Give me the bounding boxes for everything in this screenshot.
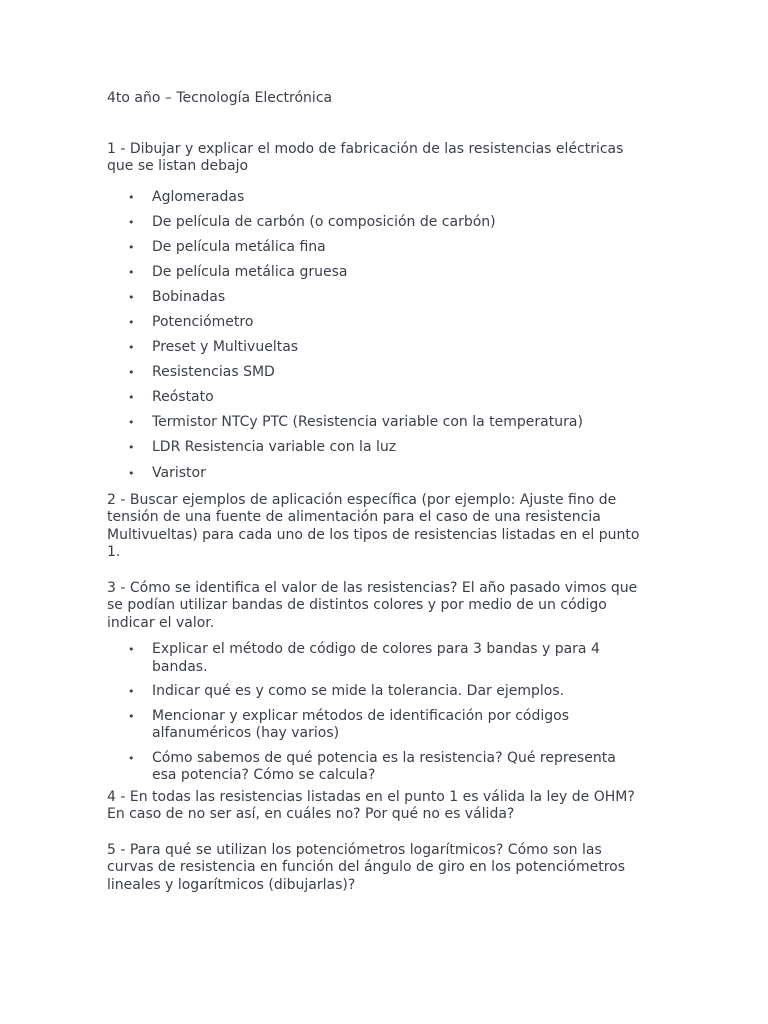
question-5-line-3: lineales y logarítmicos (dibujarlas)?	[107, 876, 356, 893]
document-content	[107, 90, 667, 912]
list-item-label: Indicar qué es y como se mide la tolerancia. Dar ejemplos.	[152, 683, 565, 700]
question-5	[107, 842, 667, 895]
question-2-line-2: tensión de una fuente de alimentación para el caso de una resistencia	[107, 509, 601, 526]
list-item	[107, 310, 667, 335]
list-item-label: Varistor	[152, 464, 206, 481]
list-item	[107, 410, 667, 435]
list-item-label: Aglomeradas	[152, 188, 245, 205]
bullet-icon: •	[128, 416, 135, 430]
list-item	[107, 750, 667, 785]
bullet-icon: •	[128, 685, 135, 699]
list-item	[107, 285, 667, 310]
question-3-line-3: indicar el valor.	[107, 614, 215, 631]
list-item	[107, 461, 667, 486]
bullet-icon: •	[128, 215, 135, 229]
bullet-icon: •	[128, 315, 135, 329]
list-item	[107, 210, 667, 235]
bullet-icon: •	[128, 366, 135, 380]
list-item-label: Potenciómetro	[152, 313, 254, 330]
list-item-label: Termistor NTCy PTC (Resistencia variable con la temperatura)	[152, 414, 583, 431]
list-item	[107, 260, 667, 285]
list-item	[107, 360, 667, 385]
page-title: 4to año – Tecnología Electrónica	[107, 90, 333, 106]
list-item	[107, 641, 667, 676]
question-1-line-2: que se listan debajo	[107, 158, 249, 174]
list-item	[107, 708, 667, 743]
bullet-icon: •	[128, 391, 135, 405]
list-item	[107, 683, 667, 701]
list-item-label: De película metálica fina	[152, 238, 326, 255]
identification-tasks-list	[107, 641, 667, 785]
bullet-icon: •	[128, 341, 135, 355]
resistor-types-list	[107, 185, 667, 486]
question-4	[107, 789, 667, 824]
list-item	[107, 335, 667, 360]
question-4-line-1: 4 - En todas las resistencias listadas en el punto 1 es válida la ley de OHM?	[107, 788, 635, 805]
question-2-line-1: 2 - Buscar ejemplos de aplicación específica (por ejemplo: Ajuste fino de	[107, 491, 617, 508]
list-item-label: De película de carbón (o composición de carbón)	[152, 213, 496, 230]
question-1-line-1: 1 - Dibujar y explicar el modo de fabricación de las resistencias eléctricas	[107, 140, 624, 157]
list-item	[107, 235, 667, 260]
list-item-label: Mencionar y explicar métodos de identificación por códigos	[152, 707, 570, 724]
bullet-icon: •	[128, 290, 135, 304]
list-item-label: Resistencias SMD	[152, 364, 275, 381]
bullet-icon: •	[128, 441, 135, 455]
bullet-icon: •	[128, 466, 135, 480]
bullet-icon: •	[128, 643, 135, 657]
bullet-icon: •	[128, 240, 135, 254]
question-2-line-4: 1.	[107, 544, 121, 561]
list-item-label: Cómo sabemos de qué potencia es la resistencia? Qué representa	[152, 749, 616, 766]
bullet-icon: •	[128, 751, 135, 765]
bullet-icon: •	[128, 709, 135, 723]
list-item	[107, 435, 667, 460]
list-item-label: Preset y Multivueltas	[152, 339, 299, 356]
list-item-label-cont: esa potencia? Cómo se calcula?	[152, 767, 376, 784]
list-item-label: Bobinadas	[152, 288, 226, 305]
list-item-label: LDR Resistencia variable con la luz	[152, 439, 397, 456]
question-2	[107, 492, 667, 562]
question-2-line-3: Multivueltas) para cada uno de los tipos de resistencias listadas en el punto	[107, 526, 640, 543]
list-item-label-cont: bandas.	[152, 658, 208, 675]
question-4-line-2: En caso de no ser así, en cuáles no? Por qué no es válida?	[107, 806, 515, 823]
question-3	[107, 580, 667, 633]
question-5-line-1: 5 - Para qué se utilizan los potenciómetros logarítmicos? Cómo son las	[107, 841, 602, 858]
list-item	[107, 185, 667, 210]
question-3-line-2: se podían utilizar bandas de distintos colores y por medio de un código	[107, 597, 607, 614]
bullet-icon: •	[128, 265, 135, 279]
question-3-line-1: 3 - Cómo se identifica el valor de las resistencias? El año pasado vimos que	[107, 579, 638, 596]
question-1	[107, 141, 667, 176]
question-5-line-2: curvas de resistencia en función del ángulo de giro en los potenciómetros	[107, 859, 626, 876]
list-item-label: Explicar el método de código de colores para 3 bandas y para 4	[152, 641, 600, 658]
list-item-label-cont: alfanuméricos (hay varios)	[152, 725, 340, 742]
list-item-label: Reóstato	[152, 389, 214, 406]
list-item-label: De película metálica gruesa	[152, 263, 348, 280]
bullet-icon: •	[128, 190, 135, 204]
list-item	[107, 385, 667, 410]
